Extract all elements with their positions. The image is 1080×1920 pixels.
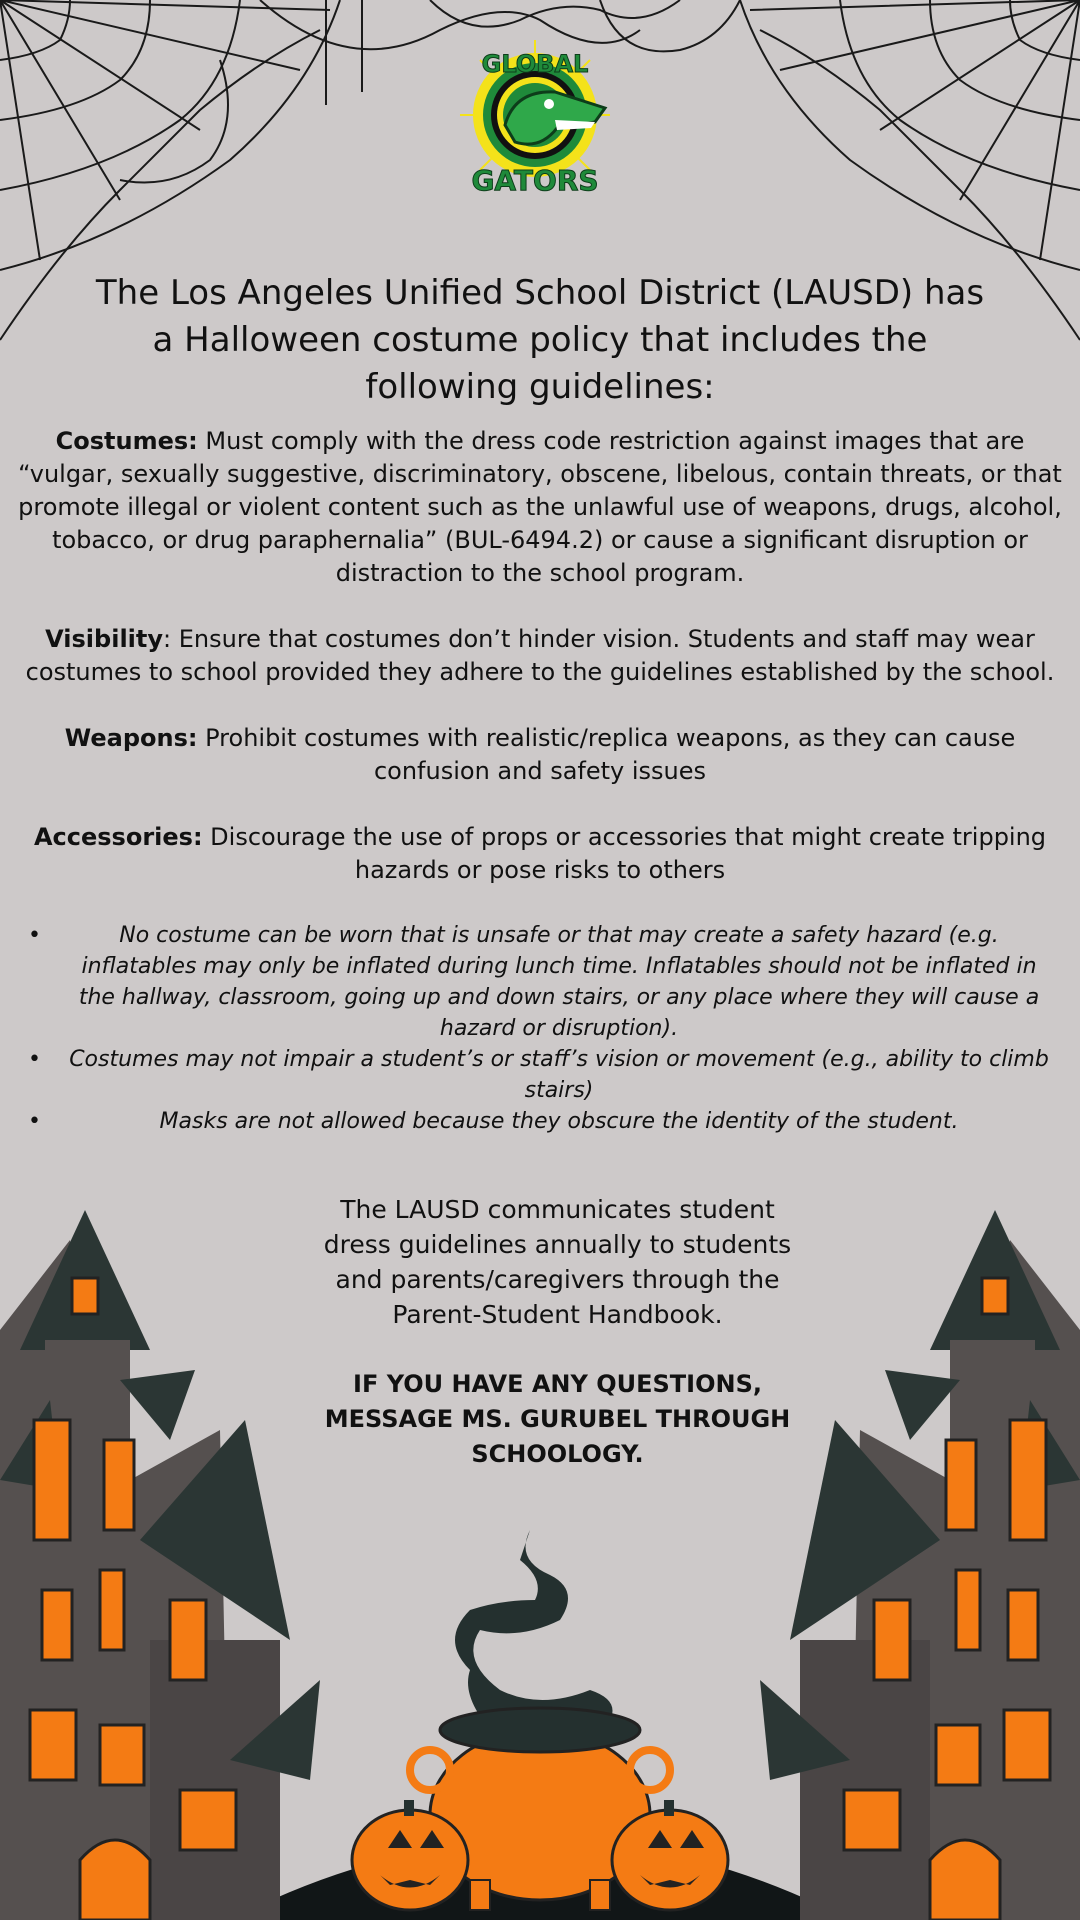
haunted-house-left-icon xyxy=(0,1210,320,1920)
weapons-text: Prohibit costumes with realistic/replica weapons, as they can cause confusion and safety issues xyxy=(197,724,1016,785)
bullet-icon: • xyxy=(28,1109,41,1134)
costumes-guideline xyxy=(10,425,1070,590)
logo-bottom-text: GATORS xyxy=(471,164,599,197)
visibility-label: Visibility xyxy=(45,625,164,653)
accessories-text: Discourage the use of props or accessories that might create tripping hazards or pose risks to others xyxy=(202,823,1047,884)
accessories-guideline xyxy=(10,821,1070,887)
visibility-guideline xyxy=(10,623,1070,689)
logo-top-text: GLOBAL xyxy=(481,50,589,78)
accessories-label: Accessories: xyxy=(33,823,203,851)
list-item: • No costume can be worn that is unsafe or that may create a safety hazard (e.g. inflatables may only be inflated during lunch time. Inflatables should not be inflated in the hallway, classroom, going up and down stairs, or any place where they will cause a hazard or disruption). xyxy=(30,920,1058,1044)
page-title: The Los Angeles Unified School District (LAUSD) has a Halloween costume policy that includes the following guidelines: xyxy=(95,273,985,407)
rules-list xyxy=(0,920,1080,1137)
costumes-label: Costumes: xyxy=(55,427,198,455)
bullet-icon: • xyxy=(28,1047,41,1072)
bullet-icon: • xyxy=(28,923,41,948)
policy-content xyxy=(0,270,1080,1137)
weapons-label: Weapons: xyxy=(64,724,198,752)
weapons-guideline xyxy=(10,722,1070,788)
list-item: • Costumes may not impair a student’s or staff’s vision or movement (e.g., ability to climb stairs) xyxy=(30,1044,1058,1106)
footer-content xyxy=(320,1192,795,1472)
haunted-house-right-icon xyxy=(760,1210,1080,1920)
list-item: • Masks are not allowed because they obscure the identity of the student. xyxy=(30,1106,1058,1137)
handbook-info: The LAUSD communicates student dress guidelines annually to students and parents/caregivers through the Parent-Student Handbook. xyxy=(323,1195,792,1329)
costumes-text: Must comply with the dress code restriction against images that are “vulgar, sexually suggestive, discriminatory, obscene, libelous, contain threats, or that promote illegal or violent content such as the unlawful use of weapons, drugs, alcohol, tobacco, or drug paraphernalia” (BUL-6494.2) or cause a significant disruption or distraction to the school program. xyxy=(18,427,1062,587)
questions-callout: IF YOU HAVE ANY QUESTIONS, MESSAGE MS. GURUBEL THROUGH SCHOOLOGY. xyxy=(324,1370,791,1468)
visibility-text: : Ensure that costumes don’t hinder vision. Students and staff may wear costumes to school provided they adhere to the guidelines established by the school. xyxy=(25,625,1055,686)
